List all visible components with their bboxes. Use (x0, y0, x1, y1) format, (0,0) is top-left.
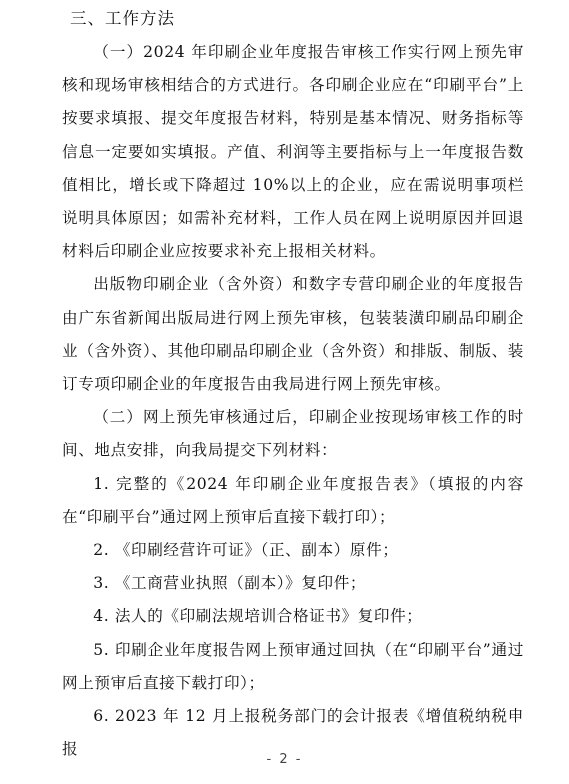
list-item-4: 4. 法人的《印刷法规培训合格证书》复印件； (93, 607, 423, 626)
paragraph-1: （一）2024 年印刷企业年度报告审核工作实行网上预先审核和现场审核相结合的方式进行。各印刷企业应在“印刷平台”上按要求填报、提交年度报告材料，特别是基本情况、财务指标等信息一定要如实填报。产值、利润等主要指标与上一年度报告数值相比，增长或下降超过 10%以上的企业，应在需说明事项栏说明具体原因；如需补充材料，工作人员在网上说明原因并回退材料后印刷企业应按要求补充上报相关材料。 (62, 43, 524, 261)
list-item-3: 3. 《工商营业执照（副本）》复印件； (93, 574, 367, 593)
paragraph-3: （二）网上预先审核通过后，印刷企业按现场审核工作的时间、地点安排，向我局提交下列材料： (62, 408, 524, 460)
page-number: - 2 - (266, 752, 303, 767)
document-page (62, 8, 524, 766)
paragraph-2: 出版物印刷企业（含外资）和数字专营印刷企业的年度报告由广东省新闻出版局进行网上预先审核，包装装潢印刷品印刷企业（含外资）、其他印刷品印刷企业（含外资）和排版、制版、装订专项印刷企业的年度报告由我局进行网上预先审核。 (62, 275, 524, 394)
list-item-5: 5. 印刷企业年度报告网上预审通过回执（在“印刷平台”通过网上预审后直接下载打印）； (62, 640, 524, 692)
section-heading: 三、工作方法 (70, 9, 175, 28)
list-item-2: 2. 《印刷经营许可证》（正、副本）原件； (93, 541, 399, 560)
list-item-1: 1. 完整的《2024 年印刷企业年度报告表》（填报的内容在“印刷平台”通过网上预审后直接下载打印）； (62, 474, 524, 526)
list-item-6: 6. 2023 年 12 月上报税务部门的会计报表《增值税纳税申报 (62, 707, 524, 759)
